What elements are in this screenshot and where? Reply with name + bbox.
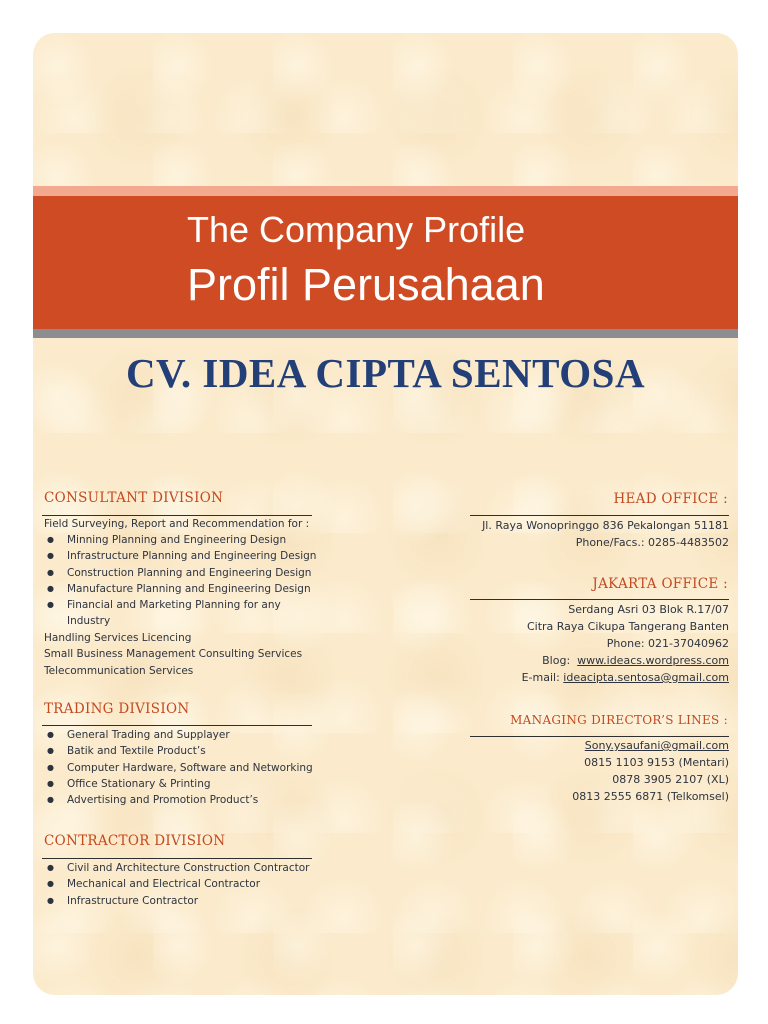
page bbox=[33, 33, 738, 995]
extra-item: Telecommunication Services bbox=[44, 664, 194, 677]
consultant-list bbox=[44, 532, 334, 630]
jakarta-phone: Phone: 021-37040962 bbox=[606, 637, 729, 650]
jakarta-email-row bbox=[522, 669, 729, 686]
contractor-list bbox=[44, 860, 334, 909]
director-heading: MANAGING DIRECTOR’S LINES : bbox=[510, 713, 728, 727]
list-item: ● Mechanical and Electrical Contractor bbox=[44, 876, 334, 892]
consultant-intro: Field Surveying, Report and Recommendation for : bbox=[44, 518, 310, 530]
bullet-icon: ● bbox=[47, 730, 54, 739]
jakarta-blog-row bbox=[522, 652, 729, 669]
list-item: ● Computer Hardware, Software and Networking bbox=[44, 760, 334, 776]
head-office-address: Jl. Raya Wonopringgo 836 Pekalongan 51181 bbox=[482, 519, 729, 532]
director-email-link[interactable]: Sony.ysaufani@gmail.com bbox=[584, 739, 729, 752]
list-item: ● Advertising and Promotion Product’s bbox=[44, 792, 334, 808]
trading-list bbox=[44, 727, 334, 808]
trading-division-heading: TRADING DIVISION bbox=[44, 701, 190, 717]
list-item: ● Manufacture Planning and Engineering Design bbox=[44, 581, 334, 597]
head-office-phone: Phone/Facs.: 0285-4483502 bbox=[575, 536, 729, 549]
bullet-icon: ● bbox=[47, 567, 54, 577]
head-office-details bbox=[482, 517, 729, 551]
jakarta-office-heading: JAKARTA OFFICE : bbox=[592, 576, 728, 592]
director-phone: 0815 1103 9153 (Mentari) bbox=[584, 756, 729, 769]
list-item: ● Office Stationary & Printing bbox=[44, 776, 334, 792]
bullet-icon: ● bbox=[47, 551, 54, 561]
consultant-division-heading: CONSULTANT DIVISION bbox=[44, 490, 224, 506]
jakarta-address-line1: Serdang Asri 03 Blok R.17/07 bbox=[568, 603, 729, 616]
head-office-heading: HEAD OFFICE : bbox=[613, 491, 728, 507]
director-details bbox=[572, 737, 729, 805]
title-english: The Company Profile bbox=[187, 209, 526, 250]
bullet-icon: ● bbox=[47, 583, 54, 593]
list-item: ● Minning Planning and Engineering Design bbox=[44, 532, 334, 548]
blog-link[interactable]: www.ideacs.wordpress.com bbox=[577, 654, 729, 667]
company-name: CV. IDEA CIPTA SENTOSA bbox=[125, 350, 646, 396]
bullet-icon: ● bbox=[47, 879, 54, 889]
list-item: ● Infrastructure Planning and Engineering Design bbox=[44, 548, 334, 564]
header-band-bottom-stripe bbox=[33, 329, 738, 338]
head-office-divider bbox=[470, 515, 729, 516]
list-item: ● General Trading and Supplayer bbox=[44, 727, 334, 743]
list-item: ● Construction Planning and Engineering Design bbox=[44, 565, 334, 581]
extra-item: Small Business Management Consulting Services bbox=[44, 648, 303, 661]
list-item: ● Batik and Textile Product’s bbox=[44, 743, 334, 759]
list-item: ● Infrastructure Contractor bbox=[44, 893, 334, 909]
bullet-icon: ● bbox=[47, 778, 54, 788]
blog-label: Blog: bbox=[542, 654, 571, 667]
list-item: ● Civil and Architecture Construction Contractor bbox=[44, 860, 334, 876]
director-phone: 0878 3905 2107 (XL) bbox=[612, 773, 729, 786]
jakarta-office-divider bbox=[470, 599, 729, 600]
consultant-extra bbox=[44, 630, 344, 679]
contractor-divider bbox=[42, 858, 312, 859]
bullet-icon: ● bbox=[47, 863, 54, 872]
bullet-icon: ● bbox=[47, 762, 54, 772]
contractor-division-heading: CONTRACTOR DIVISION bbox=[44, 833, 226, 849]
bullet-icon: ● bbox=[47, 795, 54, 805]
title-indonesian: Profil Perusahaan bbox=[187, 259, 545, 310]
trading-divider bbox=[42, 725, 312, 726]
header-band-top-stripe bbox=[33, 186, 738, 196]
list-item: ● Financial and Marketing Planning for any bbox=[44, 597, 334, 613]
extra-item: Handling Services Licencing bbox=[44, 632, 192, 644]
jakarta-office-details bbox=[522, 601, 729, 686]
bullet-icon: ● bbox=[47, 535, 54, 544]
email-link[interactable]: ideacipta.sentosa@gmail.com bbox=[563, 671, 729, 684]
bullet-icon: ● bbox=[47, 895, 54, 905]
director-phone: 0813 2555 6871 (Telkomsel) bbox=[572, 790, 729, 803]
bullet-icon: ● bbox=[47, 746, 54, 756]
email-label: E-mail: bbox=[521, 671, 560, 684]
bullet-icon: ● bbox=[47, 600, 54, 610]
jakarta-address-line2: Citra Raya Cikupa Tangerang Banten bbox=[526, 620, 729, 633]
list-item-continued: Industry bbox=[67, 615, 111, 628]
